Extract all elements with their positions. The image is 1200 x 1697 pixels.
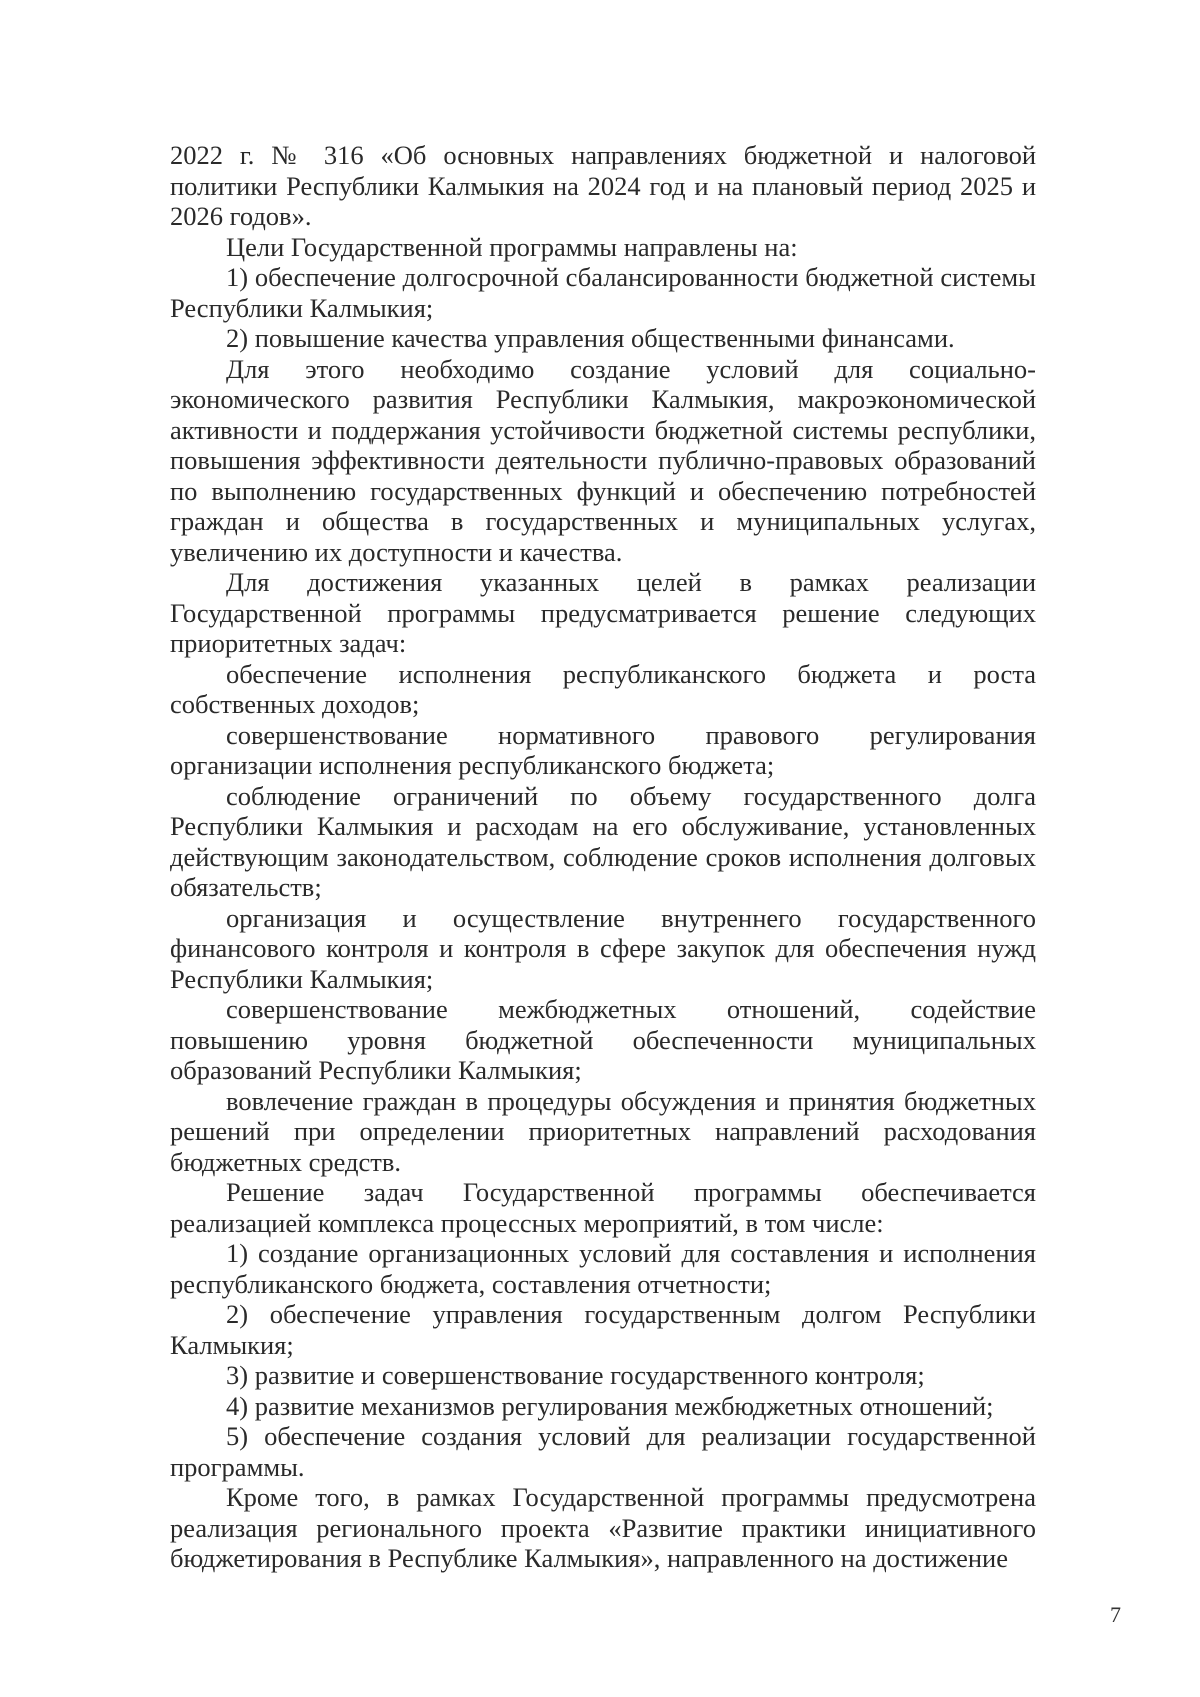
paragraph-task-5: совершенствование межбюджетных отношений, содействие повышению уровня бюджетной обеспеченности муниципальных образований Республики Калмыкия; — [170, 994, 1036, 1085]
paragraph-task-4: организация и осуществление внутреннего государственного финансового контроля и контроля в сфере закупок для обеспечения нужд Республики Калмыкия; — [170, 902, 1036, 994]
paragraph-goal-1: 1) обеспечение долгосрочной сбалансированности бюджетной системы Республики Калмыкия; — [170, 262, 1036, 323]
paragraph-tasks-intro: Для достижения указанных целей в рамках реализации Государственной программы предусматривается решение следующих приоритетных задач: — [170, 567, 1036, 658]
paragraph-measure-3: 3) развитие и совершенствование государственного контроля; — [226, 1360, 925, 1390]
paragraph-measure-1: 1) создание организационных условий для составления и исполнения республиканского бюджета, составления отчетности; — [170, 1238, 1036, 1299]
paragraph-measure-2: 2) обеспечение управления государственным долгом Республики Калмыкия; — [170, 1299, 1036, 1360]
paragraph-task-2: совершенствование нормативного правового регулирования организации исполнения республиканского бюджета; — [170, 719, 1036, 780]
paragraph-measure-4: 4) развитие механизмов регулирования межбюджетных отношений; — [226, 1390, 994, 1421]
paragraph-regional-project: Кроме того, в рамках Государственной программы предусмотрена реализация регионального проекта «Развитие практики инициативного бюджетирования в Республике Калмыкия», направленного на достижение — [170, 1482, 1036, 1573]
paragraph-task-1: обеспечение исполнения республиканского бюджета и роста собственных доходов; — [170, 658, 1036, 719]
paragraph-measures-intro: Решение задач Государственной программы обеспечивается реализацией комплекса процессных мероприятий, в том числе: — [170, 1177, 1036, 1238]
page-number: 7 — [1110, 1602, 1121, 1627]
paragraph-measure-5: 5) обеспечение создания условий для реализации государственной программы. — [170, 1421, 1036, 1482]
paragraph-task-3: соблюдение ограничений по объему государственного долга Республики Калмыкия и расходам на его обслуживание, установленных действующим законодательством, соблюдение сроков исполнения долговых обязательств; — [170, 780, 1036, 902]
paragraph-task-6: вовлечение граждан в процедуры обсуждения и принятия бюджетных решений при определении приоритетных направлений расходования бюджетных средств. — [170, 1085, 1036, 1177]
paragraph-goal-2: 2) повышение качества управления общественными финансами. — [226, 323, 955, 353]
paragraph-continuation: 2022 г. № 316 «Об основных направлениях бюджетной и налоговой политики Республики Калмыкия на 2024 год и на плановый период 2025 и 2026 годов». — [170, 140, 1036, 231]
paragraph-goals-intro: Цели Государственной программы направлены на: — [226, 231, 798, 262]
document-body — [170, 140, 1036, 1574]
paragraph-conditions: Для этого необходимо создание условий для социально-экономического развития Республики Калмыкия, макроэкономической активности и поддержания устойчивости бюджетной системы республики, повышения эффективности деятельности публично-правовых образований по выполнению государственных функций и обеспечению потребностей граждан и общества в государственных и муниципальных услугах, увеличению их доступности и качества. — [170, 353, 1036, 567]
